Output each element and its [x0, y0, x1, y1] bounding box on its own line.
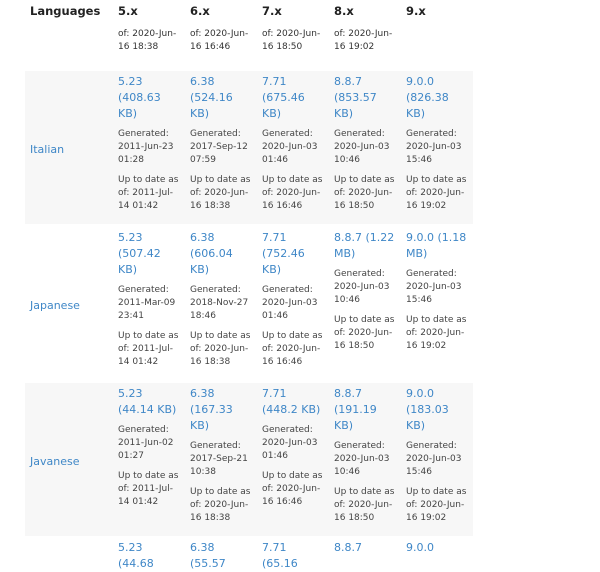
- table-header-row: [25, 0, 473, 24]
- version-cell: [401, 71, 473, 224]
- continuation-cell: of: 2020-Jun-16 18:38: [113, 24, 185, 68]
- updated-date: Up to date as of: 2020-Jun-16 19:02: [406, 315, 467, 351]
- language-cell: [25, 71, 113, 224]
- generated-date: Generated: 2011-Jun-02 01:27: [118, 425, 174, 461]
- header-version-8x: 8.x: [329, 0, 401, 24]
- generated-date: Generated: 2020-Jun-03 10:46: [334, 269, 390, 305]
- version-cell: [329, 383, 401, 536]
- version-cell: [257, 383, 329, 536]
- download-link[interactable]: 9.0.0 (826.38 KB): [406, 75, 449, 120]
- download-link[interactable]: 8.8.7 (1.22 MB): [334, 231, 395, 260]
- generated-date: Generated: 2020-Jun-03 15:46: [406, 129, 462, 165]
- updated-date: Up to date as of: 2020-Jun-16 18:50: [334, 487, 395, 523]
- updated-date: Up to date as of: 2020-Jun-16 16:46: [262, 175, 323, 211]
- generated-date: Generated: 2011-Jun-23 01:28: [118, 129, 174, 165]
- download-link[interactable]: 7.71 (448.2 KB): [262, 387, 321, 416]
- header-version-6x: 6.x: [185, 0, 257, 24]
- download-link[interactable]: 9.0.0 (1.18 MB): [406, 231, 467, 260]
- updated-date: Up to date as of: 2011-Jul-14 01:42: [118, 471, 179, 507]
- updated-date: Up to date as of: 2020-Jun-16 18:38: [190, 487, 251, 523]
- generated-date: Generated: 2020-Jun-03 15:46: [406, 269, 462, 305]
- continuation-cell: of: 2020-Jun-16 16:46: [185, 24, 257, 68]
- generated-date: Generated: 2020-Jun-03 10:46: [334, 129, 390, 165]
- version-cell: [401, 227, 473, 380]
- language-link-javanese[interactable]: Javanese: [30, 454, 80, 468]
- version-cell: [113, 71, 185, 224]
- generated-date: Generated: 2020-Jun-03 01:46: [262, 129, 318, 165]
- table-row-japanese: [25, 227, 473, 380]
- version-cell: [257, 71, 329, 224]
- translations-table: [25, 0, 473, 572]
- updated-date: Up to date as of: 2020-Jun-16 16:46: [262, 331, 323, 367]
- generated-date: Generated: 2020-Jun-03 10:46: [334, 441, 390, 477]
- version-cell: [113, 227, 185, 380]
- download-link[interactable]: 5.23 (44.14 KB): [118, 387, 177, 416]
- download-link[interactable]: 5.23 (44.68: [118, 541, 154, 570]
- updated-date: Up to date as of: 2011-Jul-14 01:42: [118, 175, 179, 211]
- header-version-5x: 5.x: [113, 0, 185, 24]
- updated-date: Up to date as of: 2020-Jun-16 18:38: [190, 331, 251, 367]
- continuation-cell: of: 2020-Jun-16 18:50: [257, 24, 329, 68]
- version-cell: [185, 71, 257, 224]
- download-link[interactable]: 7.71 (675.46 KB): [262, 75, 305, 120]
- table-row-javanese: [25, 383, 473, 536]
- updated-date: Up to date as of: 2020-Jun-16 19:02: [406, 487, 467, 523]
- version-cell: [401, 539, 473, 572]
- download-link[interactable]: 7.71 (752.46 KB): [262, 231, 305, 276]
- download-link[interactable]: 6.38 (167.33 KB): [190, 387, 233, 432]
- download-link[interactable]: 7.71 (65.16: [262, 541, 298, 570]
- download-link[interactable]: 8.8.7 (191.19 KB): [334, 387, 377, 432]
- version-cell: [113, 383, 185, 536]
- version-cell: [257, 539, 329, 572]
- download-link[interactable]: 8.8.7 (853.57 KB): [334, 75, 377, 120]
- table-row-partial: [25, 539, 473, 572]
- updated-date: Up to date as of: 2020-Jun-16 18:50: [334, 175, 395, 211]
- version-cell: [257, 227, 329, 380]
- version-cell: [185, 227, 257, 380]
- version-cell: [329, 227, 401, 380]
- version-cell: [401, 383, 473, 536]
- updated-date: Up to date as of: 2020-Jun-16 18:38: [190, 175, 251, 211]
- download-link[interactable]: 5.23 (408.63 KB): [118, 75, 161, 120]
- generated-date: Generated: 2020-Jun-03 15:46: [406, 441, 462, 477]
- generated-date: Generated: 2017-Sep-12 07:59: [190, 129, 248, 165]
- continuation-cell: of: 2020-Jun-16 19:02: [329, 24, 401, 68]
- language-link-italian[interactable]: Italian: [30, 142, 65, 156]
- version-cell: [329, 71, 401, 224]
- generated-date: Generated: 2011-Mar-09 23:41: [118, 285, 176, 321]
- header-version-9x: 9.x: [401, 0, 473, 24]
- generated-date: Generated: 2017-Sep-21 10:38: [190, 441, 248, 477]
- updated-date: Up to date as of: 2020-Jun-16 16:46: [262, 471, 323, 507]
- download-link[interactable]: 9.0.0: [406, 541, 434, 554]
- updated-date: Up to date as of: 2020-Jun-16 19:02: [406, 175, 467, 211]
- table-row-italian: [25, 71, 473, 224]
- updated-date: Up to date as of: 2020-Jun-16 18:50: [334, 315, 395, 351]
- download-link[interactable]: 6.38 (524.16 KB): [190, 75, 233, 120]
- version-cell: [185, 539, 257, 572]
- translations-table-container: [25, 0, 473, 572]
- download-link[interactable]: 6.38 (55.57: [190, 541, 226, 570]
- download-link[interactable]: 8.8.7: [334, 541, 362, 554]
- download-link[interactable]: 6.38 (606.04 KB): [190, 231, 233, 276]
- generated-date: Generated: 2020-Jun-03 01:46: [262, 285, 318, 321]
- language-cell: [25, 227, 113, 380]
- previous-row-continuation: [25, 24, 473, 68]
- updated-date: Up to date as of: 2011-Jul-14 01:42: [118, 331, 179, 367]
- header-languages: Languages: [25, 0, 113, 24]
- language-link-japanese[interactable]: Japanese: [30, 298, 80, 312]
- header-version-7x: 7.x: [257, 0, 329, 24]
- download-link[interactable]: 9.0.0 (183.03 KB): [406, 387, 449, 432]
- download-link[interactable]: 5.23 (507.42 KB): [118, 231, 161, 276]
- generated-date: Generated: 2018-Nov-27 18:46: [190, 285, 249, 321]
- version-cell: [329, 539, 401, 572]
- continuation-cell: [25, 24, 113, 68]
- version-cell: [185, 383, 257, 536]
- version-cell: [113, 539, 185, 572]
- language-cell: [25, 383, 113, 536]
- language-cell: [25, 539, 113, 572]
- generated-date: Generated: 2020-Jun-03 01:46: [262, 425, 318, 461]
